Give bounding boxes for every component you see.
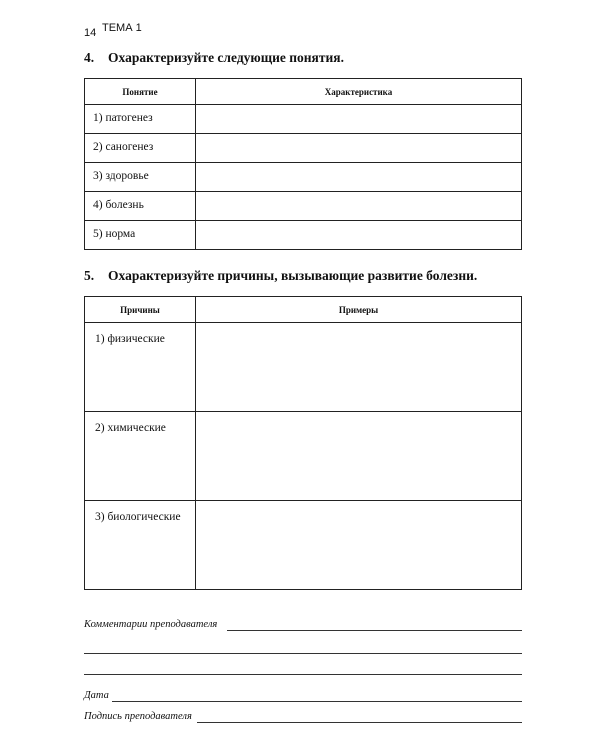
cause-cell: 3) биологические [85, 501, 196, 590]
table-row [85, 134, 522, 163]
characteristic-answer-cell[interactable] [196, 192, 522, 221]
task5-title: Охарактеризуйте причины, вызывающие развитие болезни. [108, 268, 478, 283]
teacher-comments-field[interactable] [227, 630, 522, 631]
table-header-row [85, 79, 522, 105]
table-row [85, 105, 522, 134]
table-row [85, 323, 522, 412]
concept-cell: 2) саногенез [85, 134, 196, 163]
table-header-row [85, 297, 522, 323]
concept-cell: 5) норма [85, 221, 196, 250]
column-header-characteristic: Характеристика [196, 79, 522, 105]
comments-field-line[interactable] [84, 674, 522, 675]
page-number: 14 [84, 27, 97, 39]
causes-table [84, 296, 522, 590]
column-header-examples: Примеры [196, 297, 522, 323]
comments-continuation-line [84, 661, 522, 675]
concept-cell: 1) патогенез [85, 105, 196, 134]
page-topic: ТЕМА 1 [102, 22, 142, 34]
column-header-concept: Понятие [85, 79, 196, 105]
characteristic-answer-cell[interactable] [196, 163, 522, 192]
examples-answer-cell[interactable] [196, 412, 522, 501]
task5-heading [84, 268, 477, 284]
table-row [85, 221, 522, 250]
task4-heading [84, 50, 344, 66]
date-label: Дата [84, 690, 109, 701]
characteristic-answer-cell[interactable] [196, 221, 522, 250]
characteristic-answer-cell[interactable] [196, 105, 522, 134]
column-header-causes: Причины [85, 297, 196, 323]
task4-number: 4. [84, 50, 95, 65]
table-row [85, 192, 522, 221]
concept-cell: 4) болезнь [85, 192, 196, 221]
examples-answer-cell[interactable] [196, 501, 522, 590]
teacher-comments-line [84, 617, 522, 631]
characteristic-answer-cell[interactable] [196, 134, 522, 163]
concept-cell: 3) здоровье [85, 163, 196, 192]
date-field[interactable] [112, 701, 522, 702]
task5-number: 5. [84, 268, 95, 283]
teacher-signature-field[interactable] [197, 722, 522, 723]
teacher-comments-label: Комментарии преподавателя [84, 619, 218, 630]
teacher-signature-line [84, 709, 522, 723]
teacher-signature-label: Подпись преподавателя [84, 711, 192, 722]
table-row [85, 501, 522, 590]
cause-cell: 1) физические [85, 323, 196, 412]
concepts-table [84, 78, 522, 250]
comments-field-line[interactable] [84, 653, 522, 654]
task4-title: Охарактеризуйте следующие понятия. [108, 50, 344, 65]
examples-answer-cell[interactable] [196, 323, 522, 412]
cause-cell: 2) химические [85, 412, 196, 501]
table-row [85, 163, 522, 192]
table-row [85, 412, 522, 501]
comments-continuation-line [84, 640, 522, 654]
date-line [84, 688, 522, 702]
